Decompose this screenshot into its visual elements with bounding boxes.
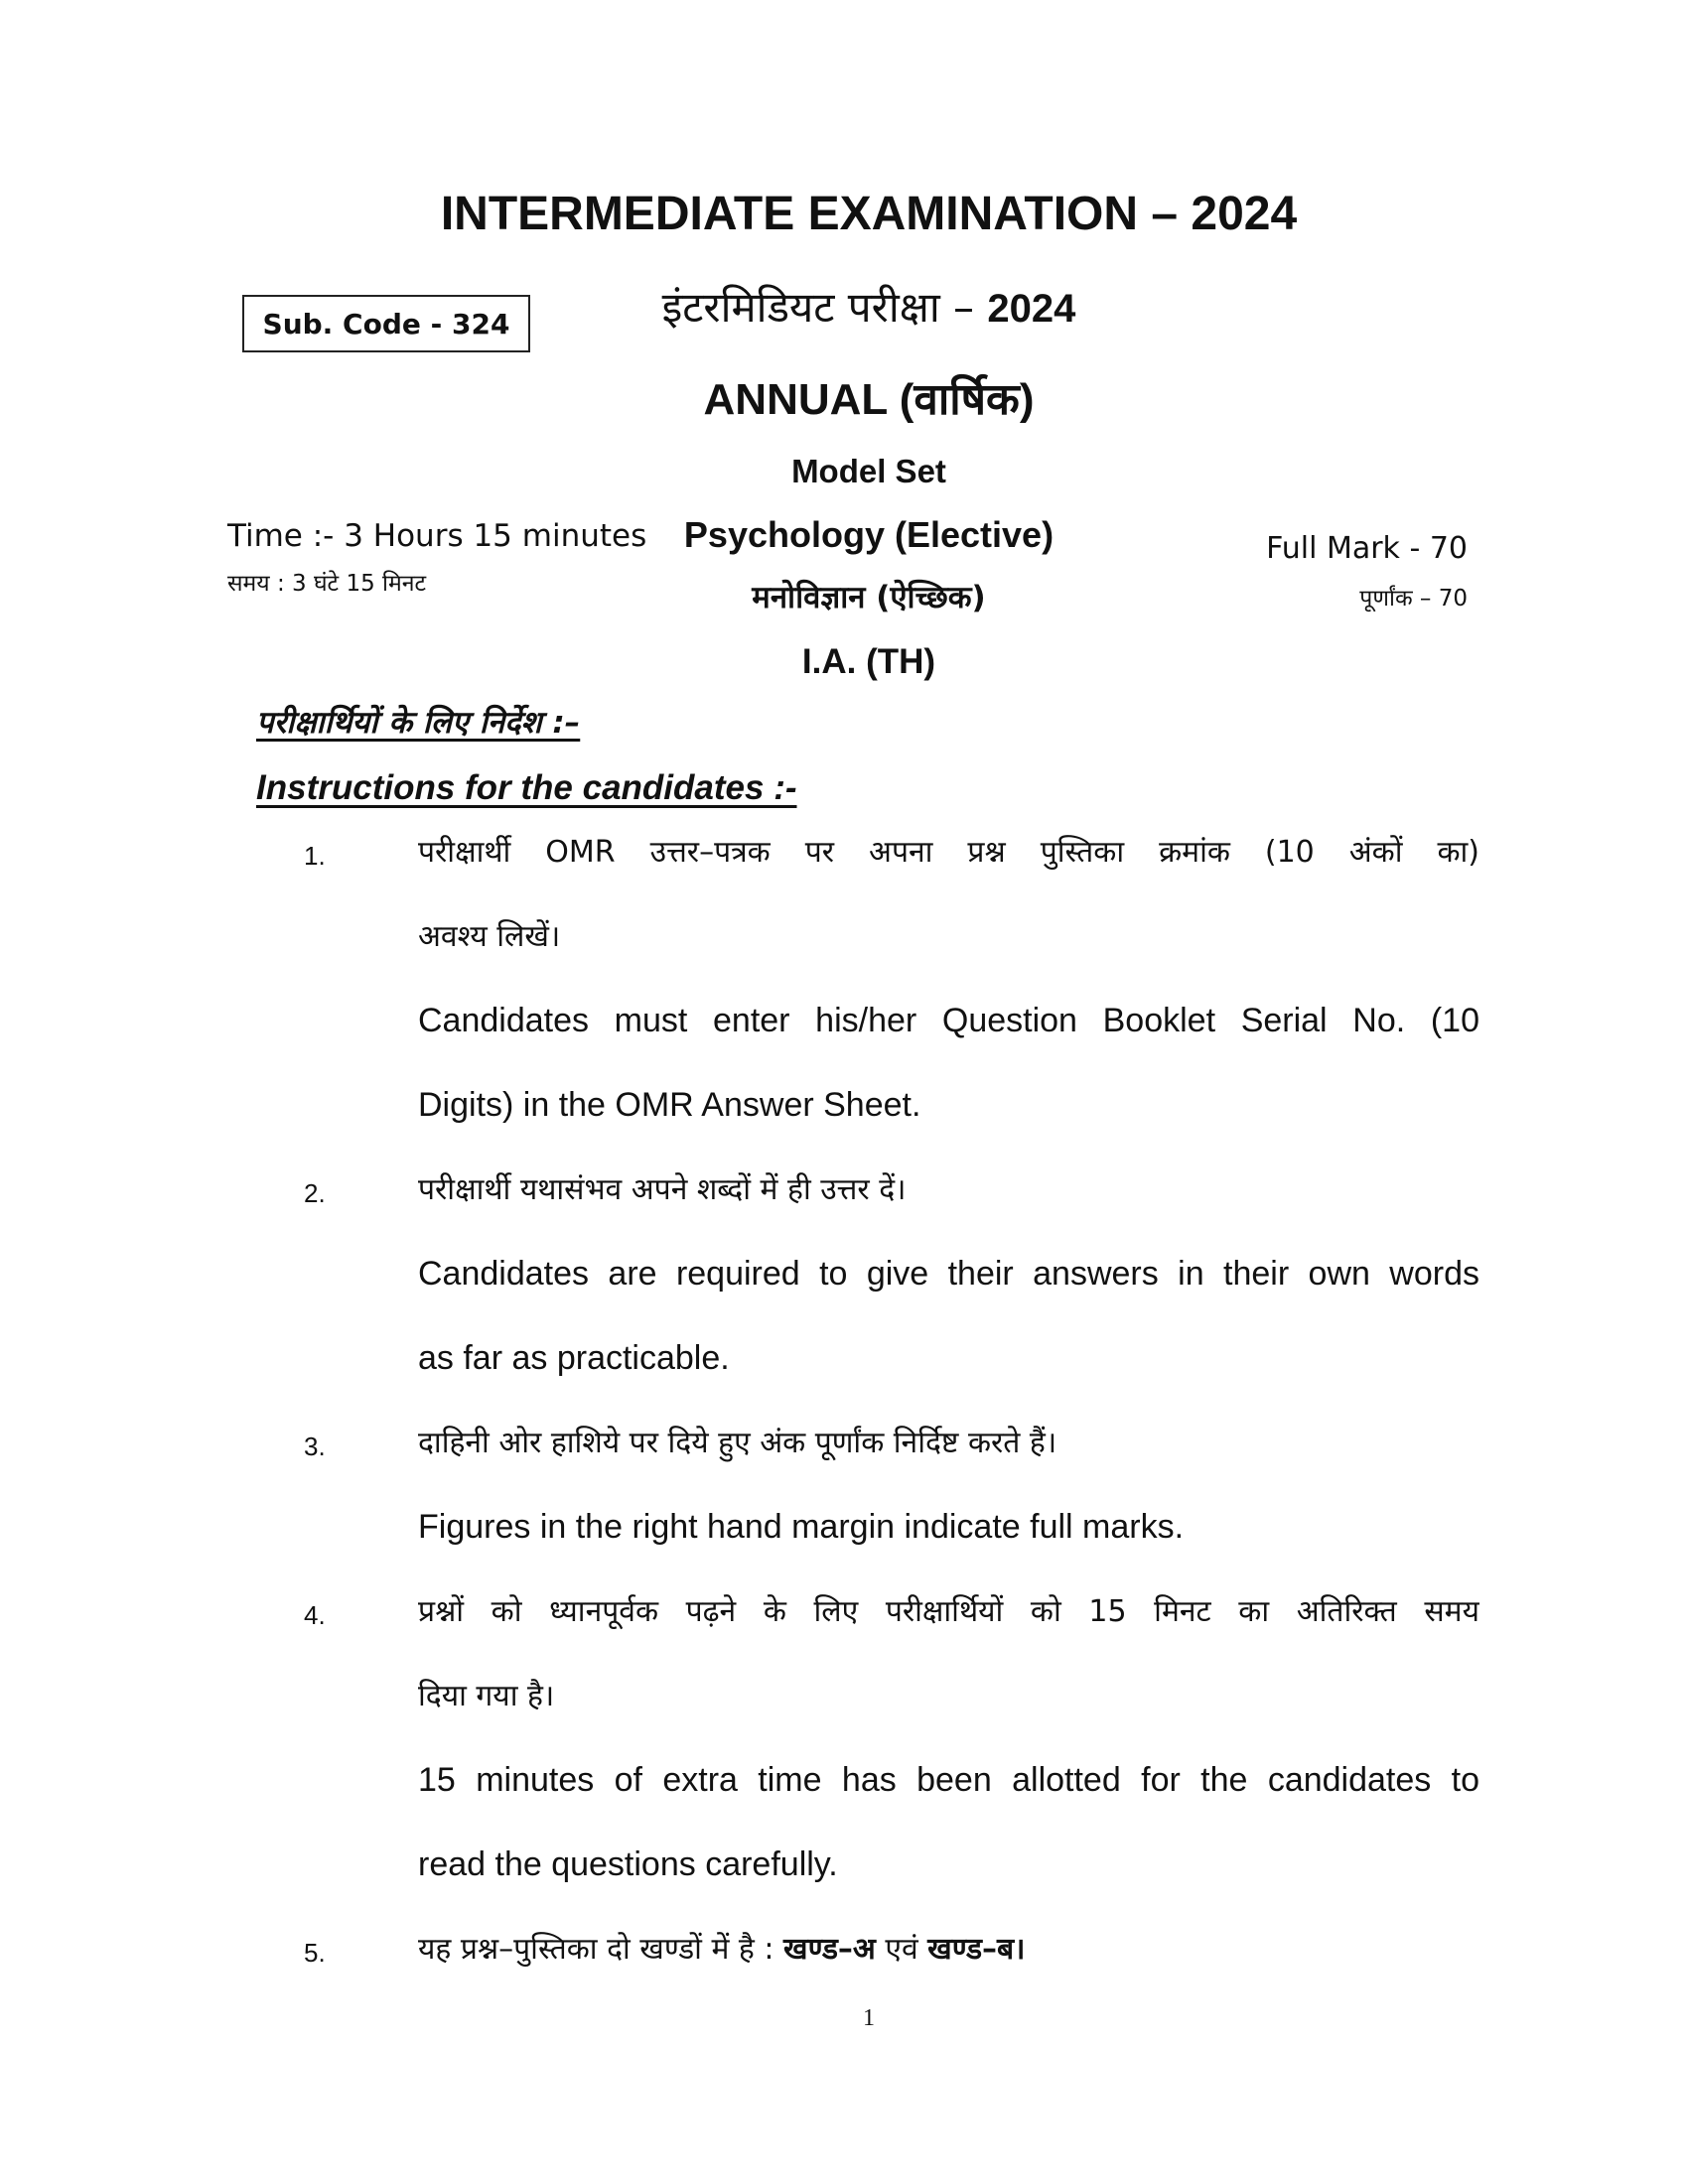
- instruction-item: [304, 1907, 1479, 1991]
- instruction-line: अवश्य लिखें।: [418, 919, 561, 954]
- instruction-line: Digits) in the OMR Answer Sheet.: [418, 1086, 921, 1124]
- instruction-line: [418, 1907, 1479, 1991]
- instructions-heading-english: Instructions for the candidates :-: [256, 768, 797, 807]
- model-set-label: Model Set: [791, 453, 946, 489]
- instruction-item: [304, 1570, 1479, 1907]
- subject-name: Psychology (Elective): [683, 514, 1055, 555]
- instruction-line: read the questions carefully.: [418, 1845, 838, 1883]
- hindi-title-text: इंटरमिडियट परीक्षा –: [661, 283, 988, 332]
- subject-name-hindi: मनोविज्ञान (ऐच्छिक): [752, 580, 986, 615]
- annual-label: ANNUAL (वार्षिक): [703, 375, 1035, 424]
- stream-label: I.A. (TH): [801, 642, 936, 681]
- instructions-heading-hindi: परीक्षार्थियों के लिए निर्देश :–: [256, 705, 581, 741]
- time-allowed: Time :- 3 Hours 15 minutes: [227, 518, 647, 554]
- item-number: 3.: [304, 1432, 326, 1461]
- instruction-line: as far as practicable.: [418, 1339, 730, 1377]
- instruction-line: दिया गया है।: [418, 1679, 555, 1713]
- instruction-line: Candidates must enter his/her Question Booklet Serial No. (10: [418, 1002, 1479, 1039]
- item-number: 1.: [304, 841, 326, 871]
- instruction-line: दाहिनी ओर हाशिये पर दिये हुए अंक पूर्णांक निर्दिष्ट करते हैं।: [418, 1426, 1057, 1460]
- section-b-label: खण्ड–ब।: [927, 1932, 1026, 1967]
- section-a-label: खण्ड–अ: [783, 1932, 876, 1967]
- instruction-line: परीक्षार्थी यथासंभव अपने शब्दों में ही उत्तर दें।: [418, 1172, 907, 1207]
- line-text: यह प्रश्न–पुस्तिका दो खण्डों में है :: [418, 1932, 784, 1967]
- instruction-line: 15 minutes of extra time has been allotted for the candidates to: [418, 1761, 1479, 1799]
- full-mark: Full Mark - 70: [1266, 531, 1468, 566]
- exam-title: INTERMEDIATE EXAMINATION – 2024: [440, 188, 1298, 240]
- item-number: 4.: [304, 1600, 326, 1630]
- hindi-title-year: 2024: [987, 287, 1076, 331]
- exam-title-hindi: [0, 278, 1688, 335]
- item-number: 5.: [304, 1938, 326, 1968]
- instruction-item: [304, 810, 1479, 1148]
- subject-code-box: Sub. Code - 324: [242, 295, 530, 352]
- page-number: 1: [863, 2005, 875, 2031]
- full-mark-hindi: पूर्णांक – 70: [1359, 586, 1468, 612]
- joiner-text: एवं: [875, 1932, 928, 1967]
- instruction-line: Figures in the right hand margin indicate full marks.: [418, 1508, 1185, 1546]
- instruction-line: परीक्षार्थी OMR उत्तर–पत्रक पर अपना प्रश्न पुस्तिका क्रमांक (10 अंकों का): [418, 835, 1479, 870]
- instruction-line: Candidates are required to give their answers in their own words: [418, 1255, 1479, 1293]
- instruction-line: प्रश्नों को ध्यानपूर्वक पढ़ने के लिए परीक्षार्थियों को 15 मिनट का अतिरिक्त समय: [418, 1594, 1479, 1629]
- item-number: 2.: [304, 1178, 326, 1208]
- time-allowed-hindi: समय : 3 घंटे 15 मिनट: [227, 571, 427, 597]
- instructions-list: [304, 810, 1479, 1991]
- instruction-item: [304, 1401, 1479, 1570]
- instruction-item: [304, 1148, 1479, 1401]
